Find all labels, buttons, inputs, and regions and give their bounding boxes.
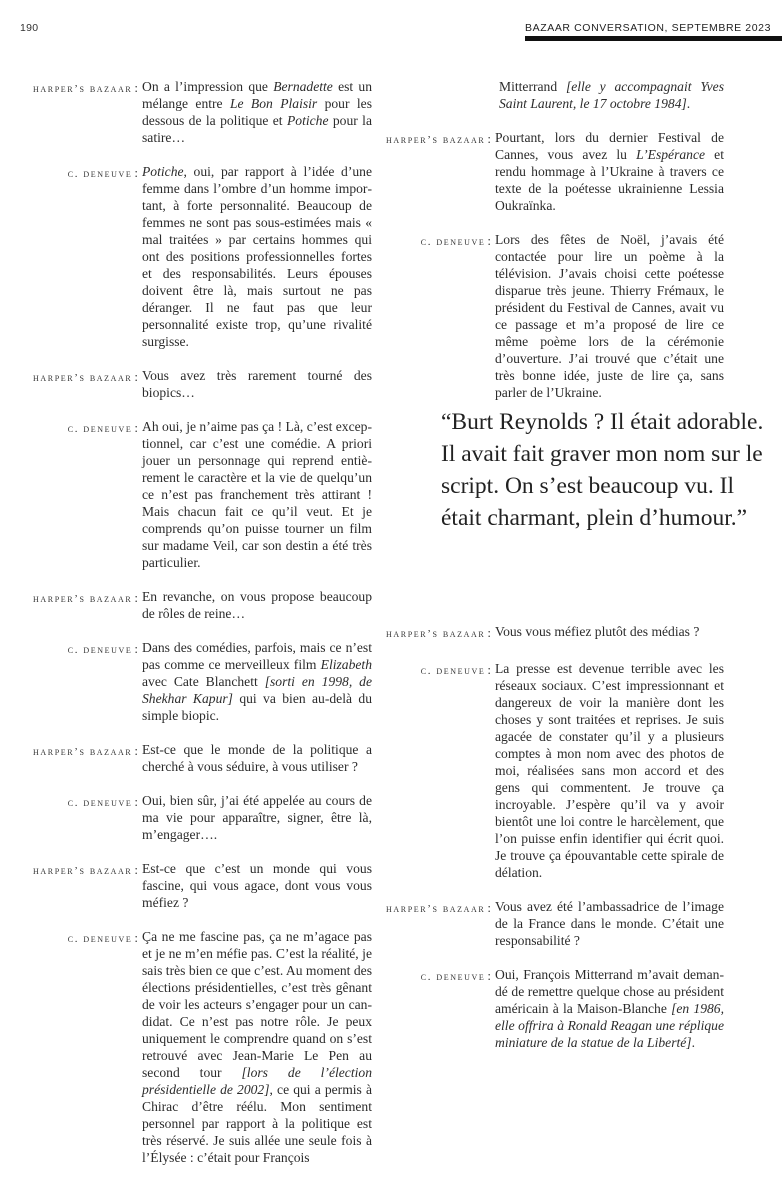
running-head: BAZAAR CONVERSATION, SEPTEMBRE 2023 — [525, 22, 772, 34]
entry-text — [495, 231, 724, 401]
speaker-colon: : — [134, 420, 138, 435]
speaker-label — [0, 78, 142, 146]
text-run: est un mélange entre — [142, 79, 372, 111]
text-run: Vous avez été l’ambassadrice de l’image de la France dans le monde. C’était une responsabilité ? — [495, 899, 724, 948]
italic-text: Le Bon Plaisir — [229, 96, 318, 111]
text-run: Vous vous méfiez plutôt des médias ? — [495, 624, 700, 639]
speaker-name: harper’s bazaar — [33, 83, 133, 95]
right-column-top — [350, 78, 724, 418]
italic-text: [elle y accompagnait Yves Saint Laurent, le 17 octobre 1984] — [499, 79, 725, 111]
italic-text: [lors de l’élection présidentielle de 2002] — [142, 1065, 372, 1097]
right-column-bottom — [350, 623, 724, 1068]
speaker-label — [350, 129, 495, 214]
speaker-label — [350, 623, 495, 643]
speaker-colon: : — [134, 743, 138, 758]
entry-text — [495, 660, 724, 881]
italic-text: Potiche — [142, 164, 184, 179]
entry-text — [142, 418, 372, 571]
text-run: Dans des comédies, parfois, mais ce n’est pas comme ce merveilleux film — [142, 640, 372, 672]
entry-text — [142, 588, 372, 622]
page-number: 190 — [20, 22, 39, 34]
speaker-name: c. deneuve — [420, 236, 486, 248]
speaker-colon: : — [134, 369, 138, 384]
speaker-name: harper’s bazaar — [386, 628, 486, 640]
text-run: Est-ce que c’est un monde qui vous fascine, qui vous agace, dont vous vous méfiez ? — [142, 861, 372, 910]
speaker-label — [0, 367, 142, 401]
speaker-label — [0, 418, 142, 571]
entry-text — [142, 78, 372, 146]
text-run: En revanche, on vous propose beaucoup de rôles de reine… — [142, 589, 372, 621]
speaker-colon: : — [134, 930, 138, 945]
answer-entry — [0, 639, 372, 724]
speaker-label — [350, 898, 495, 949]
text-run: Ça ne me fascine pas, ça ne m’agace pas et je ne m’en méfie pas. C’est la réalité, je sais très bien ce que c’est. Au moment des élections présidentielles, c’est très gênant de voir les acteurs s’engager pour un candidat. Ce n’est pas notre rôle. Je peux uniquement le comprendre quand on s’est retrouvé avec Jean-Marie Le Pen au second tour — [142, 929, 372, 1080]
speaker-colon: : — [487, 662, 491, 677]
italic-text: [sorti en 1998, de Shekhar Kapur] — [142, 674, 372, 706]
speaker-label — [350, 231, 495, 401]
speaker-colon: : — [134, 80, 138, 95]
speaker-colon: : — [487, 131, 491, 146]
text-run: avec Cate Blanchett — [142, 674, 265, 689]
speaker-colon: : — [134, 590, 138, 605]
speaker-label — [0, 639, 142, 724]
entry-text — [142, 367, 372, 401]
text-run: pour les dessous de la politique et — [142, 96, 372, 128]
question-entry — [0, 741, 372, 775]
speaker-label — [0, 792, 142, 843]
speaker-label — [0, 163, 142, 350]
speaker-name: c. deneuve — [67, 797, 133, 809]
entry-text — [142, 860, 372, 911]
entry-text — [142, 928, 372, 1166]
speaker-colon: : — [134, 165, 138, 180]
text-run: Ah oui, je n’aime pas ça ! Là, c’est exceptionnel, car c’est une comédie. A priori jouer un personnage qui reprend entièrement le caractère et la vie de quelqu’un ce n’est pas franchement très attirant ! Mais chacun fait ce qu’il veut. Et je comprends qu’on puisse tourner un film sur madame Veil, car son destin a été très particulier. — [142, 419, 372, 570]
answer-entry — [0, 928, 372, 1166]
question-entry — [350, 129, 724, 214]
italic-text: Potiche — [286, 113, 329, 128]
answer-entry — [0, 418, 372, 571]
speaker-label — [0, 741, 142, 775]
speaker-name: c. deneuve — [67, 423, 133, 435]
entry-text — [142, 741, 372, 775]
speaker-label — [350, 966, 495, 1051]
italic-text: L’Espérance — [636, 147, 706, 162]
question-entry — [0, 367, 372, 401]
speaker-name: harper’s bazaar — [33, 593, 133, 605]
text-run: Mitterrand — [499, 79, 566, 94]
question-entry — [0, 588, 372, 622]
text-run: Pourtant, lors du dernier Festival de Cannes, vous avez lu — [495, 130, 724, 162]
speaker-label — [0, 928, 142, 1166]
question-entry — [0, 860, 372, 911]
answer-entry — [0, 163, 372, 350]
entry-text — [142, 792, 372, 843]
entry-text — [495, 966, 724, 1051]
speaker-name: c. deneuve — [420, 971, 486, 983]
text-run: et rendu hommage à l’Ukraine à travers ce texte de la poétesse ukrainienne Lessia Oukraïnka. — [495, 147, 724, 213]
speaker-name: harper’s bazaar — [386, 134, 486, 146]
answer-entry — [350, 966, 724, 1051]
speaker-name: c. deneuve — [67, 168, 133, 180]
continued-answer — [499, 78, 724, 112]
text-run: . — [691, 1035, 695, 1050]
question-entry — [350, 623, 724, 643]
question-entry — [0, 78, 372, 146]
text-run: Lors des fêtes de Noël, j’avais été contactée pour lire un poème à la télévision. J’avais choisi cette poétesse disparue très jeune. Thierry Frémaux, le président du Festival de Cannes, avait vu ce passage et m’a proposé de lire ce même poème lors de la cérémonie d’ouverture. J’ai trouvé que c’était une très bonne idée, juste de lire ça, sans parler de l’Ukraine. — [495, 232, 724, 400]
speaker-label — [350, 660, 495, 881]
speaker-colon: : — [487, 233, 491, 248]
text-run: Oui, François Mitterrand m’avait demandé de remettre quelque chose au président américain à la Maison-Blanche — [495, 967, 724, 1016]
text-run: On a l’impression que — [142, 79, 274, 94]
text-run: Est-ce que le monde de la politique a cherché à vous séduire, à vous utiliser ? — [142, 742, 372, 774]
text-run: , oui, par rapport à l’idée d’une femme dans l’ombre d’un homme important, à forte personnalité. Beaucoup de femmes ne sont pas sous-estimées mais « mal traitées » par certains hommes qui ont des positions professionnelles fortes et des responsabilités. Leurs épouses doivent être là, mais surtout ne pas déranger. Il ne faut pas que leur personnalité existe trop, qu’une rivalité surgisse. — [142, 164, 372, 349]
text-run: . — [686, 96, 691, 111]
speaker-colon: : — [134, 862, 138, 877]
text-run: pour la satire… — [142, 113, 372, 145]
speaker-colon: : — [487, 625, 491, 640]
text-run: , ce qui a permis à Chirac d’être réélu. Mon sentiment personnel par rapport à la politique est très réservé. Je suis allée une seule fois à l’Élysée : c’était pour François — [142, 1082, 372, 1165]
speaker-label — [0, 588, 142, 622]
speaker-name: harper’s bazaar — [33, 372, 133, 384]
question-entry — [350, 898, 724, 949]
speaker-name: harper’s bazaar — [33, 865, 133, 877]
italic-text: Elizabeth — [320, 657, 372, 672]
italic-text: [en 1986, elle offrira à Ronald Reagan une réplique miniature de la statue de la Liberté] — [495, 1001, 725, 1050]
italic-text: Bernadette — [273, 79, 333, 94]
text-run: Vous avez très rarement tourné des biopics… — [142, 368, 372, 400]
left-column — [0, 78, 372, 1183]
header-rule — [525, 36, 782, 41]
text-run: La presse est devenue terrible avec les réseaux sociaux. C’est impressionnant et dangereux de voir la manière dont les choses y sont traitées et reprises. Je suis agacée de constater qu’il y a plusieurs comptes à mon nom avec des photos de moi, réalisées sans mon accord et des gens qui commentent. Je trouve ça incroyable. J’espère qu’il va y avoir bientôt une loi contre le harcèlement, que l’on puisse enfin identifier qui écrit quoi. Je trouve ça épouvantable cette spirale de délation. — [495, 661, 724, 880]
speaker-colon: : — [134, 641, 138, 656]
answer-entry — [350, 231, 724, 401]
speaker-colon: : — [487, 900, 491, 915]
answer-entry — [0, 792, 372, 843]
speaker-name: harper’s bazaar — [33, 746, 133, 758]
entry-text — [495, 898, 724, 949]
text-run: Oui, bien sûr, j’ai été appelée au cours de ma vie pour apparaître, signer, être là, m’engager…. — [142, 793, 372, 842]
speaker-label — [0, 860, 142, 911]
entry-text — [495, 129, 724, 214]
entry-text — [495, 623, 724, 643]
entry-text — [142, 163, 372, 350]
pull-quote: “Burt Reynolds ? Il était adorable. Il avait fait graver mon nom sur le script. On s’est beaucoup vu. Il était charmant, plein d’humour.” — [441, 409, 764, 531]
entry-text — [142, 639, 372, 724]
speaker-name: c. deneuve — [67, 933, 133, 945]
speaker-name: c. deneuve — [420, 665, 486, 677]
speaker-name: harper’s bazaar — [386, 903, 486, 915]
text-run: qui va bien au-delà du simple biopic. — [142, 691, 372, 723]
answer-entry — [350, 660, 724, 881]
speaker-colon: : — [487, 968, 491, 983]
speaker-name: c. deneuve — [67, 644, 133, 656]
speaker-colon: : — [134, 794, 138, 809]
